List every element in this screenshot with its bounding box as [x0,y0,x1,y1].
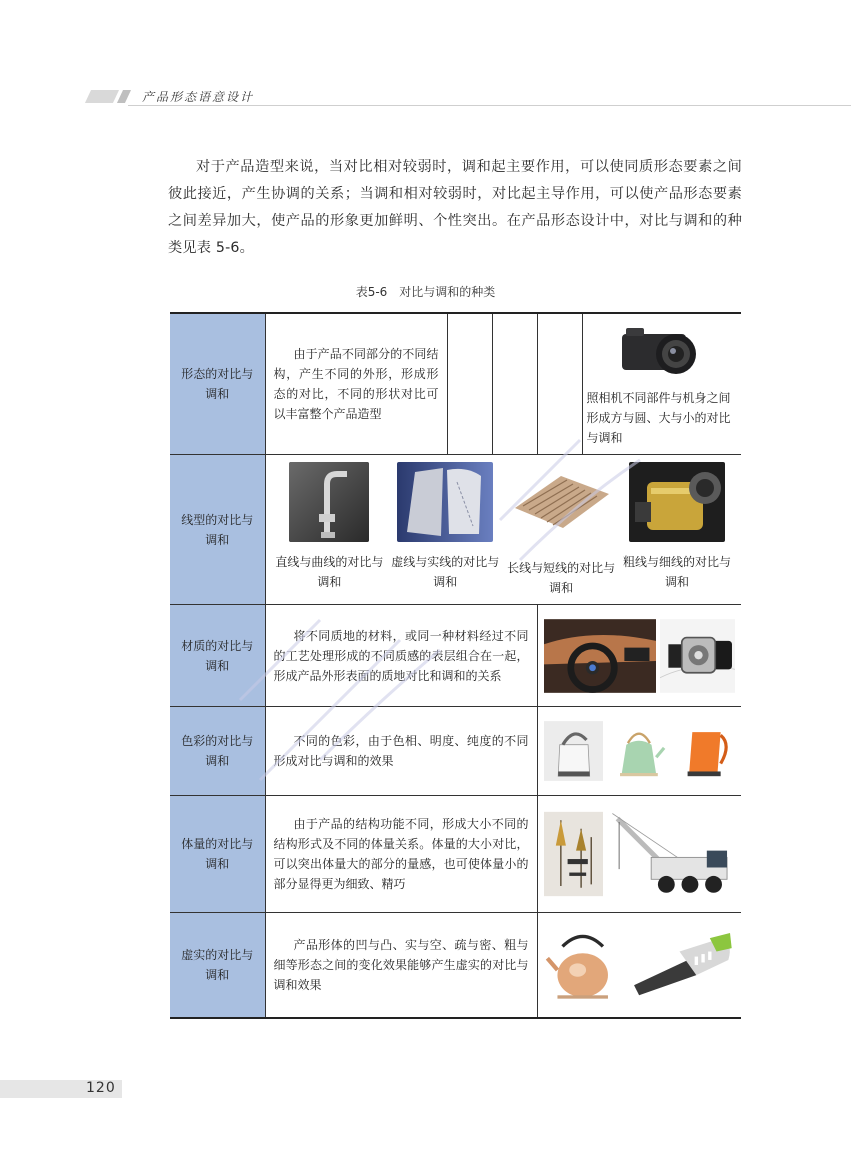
body-paragraph: 对于产品造型来说，当对比相对较弱时，调和起主要作用，可以使同质形态要素之间彼此接近，产生协调的关系；当调和相对较弱时，对比起主导作用，可以使产品形态要素之间差异加大，使产品的形象更加鲜明、个性突出。在产品形态设计中，对比与调和的种类见表 5-6。 [168,159,742,256]
comb-image [511,468,611,534]
line-caption: 粗线与细线的对比与调和 [623,554,732,589]
line-example [387,462,503,592]
line-caption: 长线与短线的对比与调和 [507,560,616,595]
handheld-vacuum-image [629,919,735,1011]
category-cell: 线型的对比与调和 [170,455,265,605]
white-kettle-image [544,713,604,789]
description-cell: 由于产品不同部分的不同结构，产生不同的外形，形成形态的对比，不同的形状对比可以丰富整个产品造型 [265,313,447,455]
description-cell: 由于产品的结构功能不同，形成大小不同的结构形式及不同的体量关系。体量的大小对比，可以突出体量大的部分的量感，也可使体量小的部分显得更为细致、精巧 [265,796,537,913]
camera-image [616,320,708,380]
contrast-harmony-table [170,312,741,1019]
category-cell: 体量的对比与调和 [170,796,265,913]
image-cell [537,605,741,707]
gold-device-image [629,462,725,542]
image-cell [537,913,741,1019]
table-row [170,913,741,1019]
crane-truck-image [609,802,735,906]
image-cell [537,796,741,913]
category-cell: 色彩的对比与调和 [170,707,265,796]
description-cell: 将不同质地的材料，或同一种材料经过不同的工艺处理形成的不同质感的表层组合在一起，形成产品外形表面的质地对比和调和的关系 [265,605,537,707]
car-interior-image [544,612,656,700]
table-row [170,313,741,455]
lamp-sculpture-image [544,804,603,904]
description-cell: 产品形体的凹与凸、实与空、疏与密、粗与细等形态之间的变化效果能够产生虚实的对比与调和效果 [265,913,537,1019]
page-number: 120 [86,1080,116,1096]
image-cell [537,707,741,796]
category-cell: 形态的对比与调和 [170,313,265,455]
running-header [0,86,851,106]
orange-kettle-image [675,713,735,789]
line-example [503,462,619,598]
category-cell: 虚实的对比与调和 [170,913,265,1019]
category-cell: 材质的对比与调和 [170,605,265,707]
image-caption: 照相机不同部件与机身之间形成方与圆、大与小的对比与调和 [586,391,731,445]
table-row [170,605,741,707]
header-decoration [85,90,119,103]
copper-kettle-image [544,919,621,1011]
table-row [170,455,741,605]
description-cell: 不同的色彩，由于色相、明度、纯度的不同形成对比与调和的效果 [265,707,537,796]
line-example [272,462,388,592]
empty-cell [447,313,492,455]
image-cell [265,455,741,605]
table-row [170,796,741,913]
line-caption: 虚线与实线的对比与调和 [391,554,500,589]
empty-cell [492,313,537,455]
header-decoration [117,90,131,103]
header-rule [128,105,851,106]
table-row [170,707,741,796]
image-cell [582,313,741,455]
line-caption: 直线与曲线的对比与调和 [275,554,384,589]
running-header-title: 产品形态语意设计 [142,90,255,104]
green-kettle-image [609,713,669,789]
empty-cell [537,313,582,455]
line-example [619,462,735,592]
speaker-image [397,462,493,542]
faucet-image [289,462,369,542]
watch-image [660,612,735,700]
table-caption: 表5-6 对比与调和的种类 [355,285,496,299]
